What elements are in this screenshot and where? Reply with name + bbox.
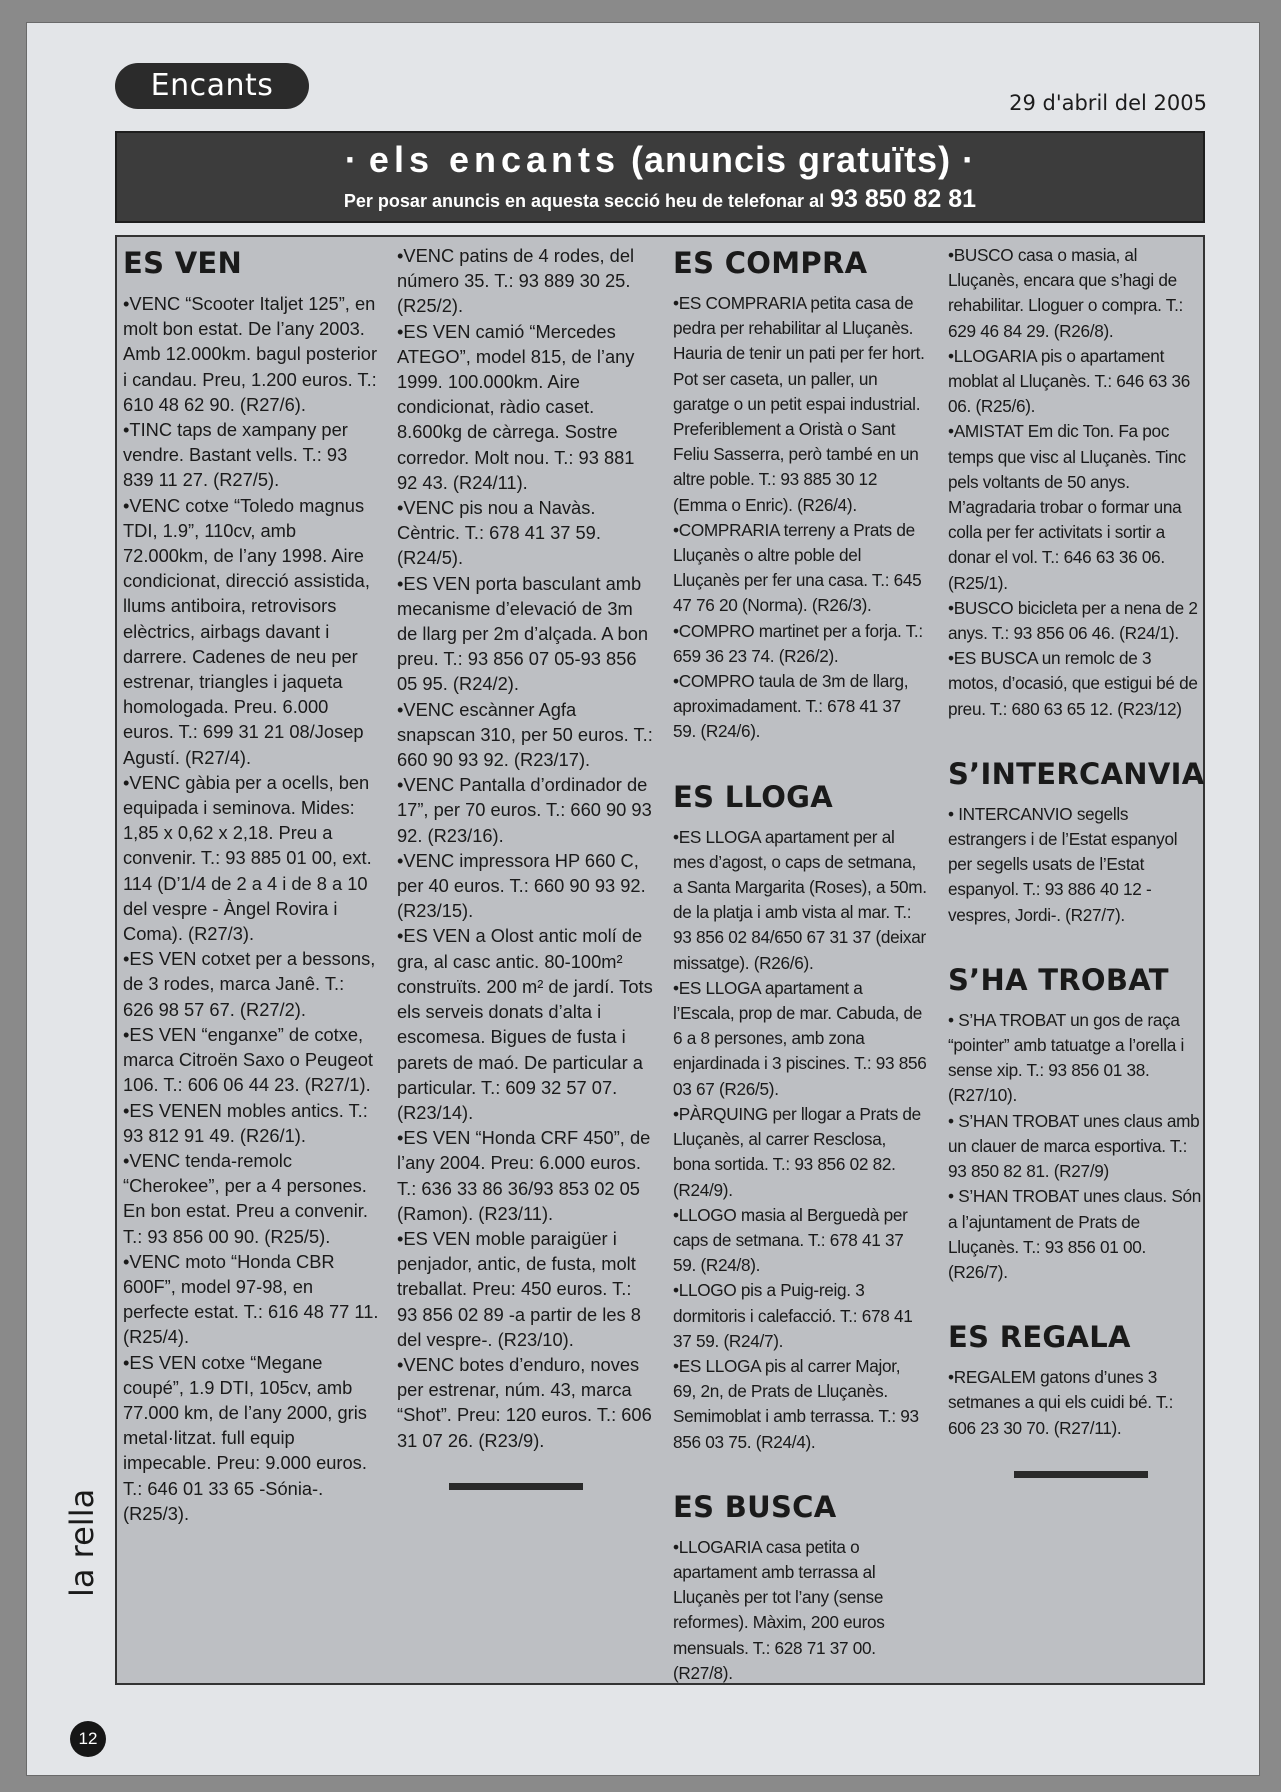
classified-ad: •COMPRARIA terreny a Prats de Lluçanès o altre poble del Lluçanès per fer una casa. T.: 645 47 76 20 (Norma). (R26/3). [673, 519, 922, 616]
classified-ad: •ES VEN camió “Mercedes ATEGO”, model 815, de l’any 1999. 100.000km. Aire condicionat, ràdio caset. 8.600kg de càrrega. Sostre corredor. Molt nou. T.: 93 881 92 43. (R24/11). [397, 320, 635, 493]
column-divider-bar [449, 1483, 583, 1490]
column-2 [397, 243, 653, 1490]
classified-ad: •ES VEN a Olost antic molí de gra, al casc antic. 80-100m² construïts. 200 m² de jardí. Tots els serveis donats d’alta i escomesa. Bigues de fusta i parets de maó. De particular a particular. T.: 609 32 57 07. (R23/14). [397, 925, 653, 1123]
classified-ad: •LLOGARIA casa petita o apartament amb terrassa al Lluçanès per tot l’any (sense reformes). Màxim, 200 euros mensuals. T.: 628 71 37 00. (R27/8). [673, 1536, 885, 1683]
heading-es-ven: ES VEN [123, 246, 243, 280]
banner [115, 131, 1205, 223]
es-lloga-list [673, 825, 927, 1455]
banner-title [117, 139, 1203, 181]
classified-ad: •VENC impressora HP 660 C, per 40 euros. T.: 660 90 93 92. (R23/15). [397, 849, 646, 922]
classified-ad: •COMPRO taula de 3m de llarg, aproximadament. T.: 678 41 37 59. (R24/6). [673, 671, 909, 742]
column-3 [673, 243, 927, 1686]
heading-es-lloga: ES LLOGA [673, 779, 834, 814]
column-1 [123, 243, 379, 1526]
classified-ad: •LLOGARIA pis o apartament moblat al Lluçanès. T.: 646 63 36 06. (R25/6). [948, 345, 1191, 417]
heading-es-regala: ES REGALA [948, 1320, 1131, 1355]
heading-s-ha-trobat: S’HA TROBAT [948, 962, 1169, 997]
banner-subtitle [117, 185, 1203, 214]
classified-ad: •ES VEN porta basculant amb mecanisme d’elevació de 3m de llarg per 2m d’alçada. A bon preu. T.: 93 856 07 05-93 856 05 95. (R24/2). [397, 572, 649, 695]
es-ven-list [123, 291, 379, 1526]
classified-ad: •VENC gàbia per a ocells, ben equipada i seminova. Mides: 1,85 x 0,62 x 2,18. Preu a convenir. T.: 93 885 01 00, ext. 114 (D’1/4 de 2 a 4 i de 8 a 10 del vespre - Àngel Rovira i Coma). (R27/3). [123, 771, 372, 945]
classified-ad: •VENC botes d’enduro, noves per estrenar, núm. 43, marca “Shot”. Preu: 120 euros. T.: 606 31 07 26. (R23/9). [397, 1353, 652, 1451]
classified-ad: • S’HAN TROBAT unes claus amb un clauer de marca esportiva. T.: 93 850 82 81. (R27/9) [948, 1110, 1200, 1182]
classified-ad: •ES COMPRARIA petita casa de pedra per rehabilitar al Lluçanès. Hauria de tenir un pati per fer hort. Pot ser caseta, un paller, un garatge o un petit espai industrial. Preferiblement a Oristà o Sant Feliu Sasserra, però també en un altre poble. T.: 93 885 30 12 (Emma o Enric). (R26/4). [673, 293, 925, 515]
classified-ad: •BUSCO bicicleta per a nena de 2 anys. T.: 93 856 06 46. (R24/1). [948, 597, 1198, 644]
classified-ad: •ES VENEN mobles antics. T.: 93 812 91 49. (R26/1). [123, 1099, 368, 1146]
classified-ad: •VENC tenda-remolc “Cherokee”, per a 4 persones. En bon estat. Preu a convenir. T.: 93 856 00 90. (R25/5). [123, 1149, 368, 1247]
issue-date: 29 d'abril del 2005 [1009, 91, 1207, 115]
classified-ad: • S’HAN TROBAT unes claus. Són a l’ajuntament de Prats de Lluçanès. T.: 93 856 01 00. (R26/7). [948, 1186, 1202, 1282]
classified-ad: •VENC moto “Honda CBR 600F”, model 97-98, en perfecte estat. T.: 616 48 77 11. (R25/4). [123, 1250, 379, 1348]
section-tab: Encants [115, 63, 309, 109]
classified-ad: •VENC escànner Agfa snapscan 310, per 50 euros. T.: 660 90 93 92. (R23/17). [397, 698, 653, 771]
banner-subtitle-text: Per posar anuncis en aquesta secció heu de telefonar al [343, 191, 825, 211]
classified-ad: • INTERCANVIO segells estrangers i de l’Estat espanyol per segells usats de l’Estat espanyol. T.: 93 886 40 12 -vespres, Jordi-. (R27/7). [948, 803, 1178, 925]
classified-ad: •VENC pis nou a Navàs. Cèntric. T.: 678 41 37 59. (R24/5). [397, 497, 601, 569]
classified-ad: •ES VEN “Honda CRF 450”, de l’any 2004. Preu: 6.000 euros. T.: 636 33 86 36/93 853 02 05 (Ramon). (R23/11). [397, 1127, 651, 1224]
banner-title-rest: (anuncis gratuïts) · [620, 139, 976, 180]
classified-ad: •VENC cotxe “Toledo magnus TDI, 1.9”, 110cv, amb 72.000km, de l’any 1998. Aire condicionat, direcció assistida, llums antiboira, retrovisors elèctrics, airbags davant i darrere. Cadenes de neu per estrenar, triangles i jaqueta homologada. Preu. 6.000 euros. T.: 699 31 21 08/Josep Agustí. (R27/4). [123, 494, 370, 768]
classified-ad: •PÀRQUING per llogar a Prats de Lluçanès, al carrer Resclosa, bona sortida. T.: 93 856 02 82. (R24/9). [673, 1103, 921, 1200]
page: Encants 29 d'abril del 2005 · els encants (anuncis gratuïts) · Per posar anuncis en aquesta secció heu de telefonar al 93 850 82 81 ES VEN •VENC “Scooter Italjet 125”, en molt bon estat. De l’any 2003. Amb 12.000km. bagul posterior i candau. Preu, 1.200 euros. T.: 610 48 62 90. (R27/6). •TINC taps de xampany per vendre. Bastant vells. T.: 93 839 11 27. (R27/5). •VENC cotxe “Toledo magnus TDI, 1.9”, 110cv, amb 72.000km, de l’any 1998. Aire condicionat, direcció assistida, llums antiboira, retrovisors elèctrics, airbags davant i darrere. Cadenes de neu per estrenar, triangles i jaqueta homologada. Preu. 6.000 euros. T.: 699 31 21 08/Josep Agustí. (R27/4). •VENC gàbia per a ocells, ben equipada i seminova. Mides: 1,85 x 0,62 x 2,18. Preu a convenir. T.: 93 885 01 00, ext. 114 (D’1/4 de 2 a 4 i de 8 a 10 del vespre - Àngel Rovira i Coma). (R27/3). •ES VEN cotxet per a bessons, de 3 rodes, marca Janê. T.: 626 98 57 67. (R27/2). •ES VEN “enganxe” de cotxe, marca Citroën Saxo o Peugeot 106. T.: 606 06 44 23. (R27/1). •ES VENEN mobles antics. T.: 93 812 91 49. (R26/1). •VENC tenda-remolc “Cherokee”, per a 4 persones. En bon estat. Preu a convenir. T.: 93 856 00 90. (R25/5). •VENC moto “Honda CBR 600F”, model 97-98, en perfecte estat. T.: 616 48 77 11. (R25/4). •ES VEN cotxe “Megane coupé”, 1.9 DTI, 105cv, amb 77.000 km, de l’any 2000, gris metal·litzat. full equip impecable. Preu: 9.000 euros. T.: 646 01 33 65 -Sónia-. (R25/3). •VENC patins de 4 rodes, del número 35. T.: 93 889 30 25. (R25/2). •ES VEN camió “Mercedes ATEGO”, model 815, de l’any 1999. 100.000km. Aire condicionat, ràdio caset. 8.600kg de càrrega. Sostre corredor. Molt nou. T.: 93 881 92 43. (R24/11). •VENC pis nou a Navàs. Cèntric. T.: 678 41 37 59. (R24/5). •ES VEN porta basculant amb mecanisme d’elevació de 3m de llarg per 2m d’alçada. A bon preu. T.: 93 856 07 05-93 856 05 95. (R24/2). •VENC escànner Agfa snapscan 310, per 50 euros. T.: 660 90 93 92. (R23/17). •VENC Pantalla d’ordinador de 17”, per 70 euros. T.: 660 90 93 92. (R23/16). •VENC impressora HP 660 C, per 40 euros. T.: 660 90 93 92. (R23/15). •ES VEN a Olost antic molí de gra, al casc antic. 80-100m² construïts. 200 m² de jardí. Tots els serveis donats d’alta i escomesa. Bigues de fusta i parets de maó. De particular a particular. T.: 609 32 57 07. (R23/14). •ES VEN “Honda CRF 450”, de l’any 2004. Preu: 6.000 euros. T.: 636 33 86 36/93 853 02 05 (Ramon). (R23/11). •ES VEN moble paraigüer i penjador, antic, de fusta, molt treballat. Preu: 450 euros. T.: 93 856 02 89 -a partir de les 8 del vespre-. (R23/10). •VENC botes d’enduro, noves per estrenar, núm. 43, marca “Shot”. Preu: 120 euros. T.: 606 31 07 26. (R23/9). ES COMPRA •ES COMPRARIA petita casa de pedra per rehabilitar al Lluçanès. Hauria de tenir un pati per fer hort. Pot ser caseta, un paller, un garatge o un petit espai industrial. Preferiblement a Oristà o Sant Feliu Sasserra, però també en un altre poble. T.: 93 885 30 12 (Emma o Enric). (R26/4). •COMPRARIA terreny a Prats de Lluçanès o altre poble del Lluçanès per fer una casa. T.: 645 47 76 20 (Norma). (R26/3). •COMPRO martinet per a forja. T.: 659 36 23 74. (R26/2). •COMPRO taula de 3m de llarg, aproximadament. T.: 678 41 37 59. (R24/6). ES LLOGA •ES LLOGA apartament per al mes d’agost, o caps de setmana, a Santa Margarita (Roses), a 50m. de la platja i amb vista al mar. T.: 93 856 02 84/650 67 31 37 (deixar missatge). (R26/6). •ES LLOGA apartament a l’Escala, prop de mar. Cabuda, de 6 a 8 persones, amb zona enjardinada i 3 piscines. T.: 93 856 03 67 (R26/5). •PÀRQUING per llogar a Prats de Lluçanès, al carrer Resclosa, bona sortida. T.: 93 856 02 82. (R24/9). •LLOGO masia al Berguedà per caps de setmana. T.: 678 41 37 59. (R24/8). •LLOGO pis a Puig-reig. 3 dormitoris i calefacció. T.: 678 41 37 59. (R24/7). •ES LLOGA pis al carrer Major, 69, 2n, de Prats de Lluçanès. Semimoblat i amb terrassa. T.: 93 856 03 75. (R24/4). ES BUSCA •LLOGARIA casa petita o apartament amb terrassa al Lluçanès per tot l’any (sense reformes). Màxim, 200 euros mensuals. T.: 628 71 37 00. (R27/8). •BUSCO casa o masia, al Lluçanès, encara que s’hagi de rehabilitar. Lloguer o compra. T.: 629 46 84 29. (R26/8). •LLOGARIA pis o apartament moblat al Lluçanès. T.: 646 63 36 06. (R25/6). •AMISTAT Em dic Ton. Fa poc temps que visc al Lluçanès. Tinc pels voltants de 50 anys. M’agradaria trobar o formar una colla per fer activitats i sortir a donar el vol. T.: 646 63 36 06. (R25/1). •BUSCO bicicleta per a nena de 2 anys. T.: 93 856 06 46. (R24/1). •ES BUSCA un remolc de 3 motos, d’ocasió, que estigui bé de preu. T.: 680 63 65 12. (R23/12) S’INTERCANVIA • INTERCANVIO segells estrangers i de l’Estat espanyol per segells usats de l’Estat espanyol. T.: 93 886 40 12 -vespres, Jordi-. (R27/7). S’HA TROBAT • S’HA TROBAT un gos de raça “pointer” amb tatuatge a l’orella i sense xip. T.: 93 856 01 38. (R27/10). • S’HAN TROBAT unes claus amb un clauer de marca esportiva. T.: 93 850 82 81. (R27/9) • S’HAN TROBAT unes claus. Són a l’ajuntament de Prats de Lluçanès. T.: 93 856 01 00. (R26/7). ES REGALA •REGALEM gatons d’unes 3 setmanes a qui els cuidi bé. T.: 606 23 30 70. (R27/11). la rella 12 [26, 22, 1260, 1776]
banner-title-spaced: els encants [368, 139, 621, 180]
classified-ad: •ES VEN moble paraigüer i penjador, antic, de fusta, molt treballat. Preu: 450 euros. T.: 93 856 02 89 -a partir de les 8 del vespre-. (R23/10). [397, 1227, 641, 1350]
es-busca-list-first [673, 1535, 927, 1686]
classified-ad: •TINC taps de xampany per vendre. Bastant vells. T.: 93 839 11 27. (R27/5). [123, 419, 348, 491]
classified-ad: •VENC “Scooter Italjet 125”, en molt bon estat. De l’any 2003. Amb 12.000km. bagul posterior i candau. Preu, 1.200 euros. T.: 610 48 62 90. (R27/6). [123, 293, 378, 415]
es-compra-list [673, 291, 927, 745]
classified-ad: •VENC Pantalla d’ordinador de 17”, per 70 euros. T.: 660 90 93 92. (R23/16). [397, 774, 652, 846]
classified-ad: •LLOGO masia al Berguedà per caps de setmana. T.: 678 41 37 59. (R24/8). [673, 1204, 908, 1276]
classified-ad: •VENC patins de 4 rodes, del número 35. T.: 93 889 30 25. (R25/2). [397, 245, 635, 317]
page-number: 12 [70, 1721, 106, 1757]
classified-ad: •BUSCO casa o masia, al Lluçanès, encara que s’hagi de rehabilitar. Lloguer o compra. T.: 629 46 84 29. (R26/8). [948, 245, 1184, 341]
classified-ad: •ES LLOGA apartament a l’Escala, prop de mar. Cabuda, de 6 a 8 persones, amb zona enjardinada i 3 piscines. T.: 93 856 03 67 (R26/5). [673, 977, 927, 1099]
classified-ad: •REGALEM gatons d’unes 3 setmanes a qui els cuidi bé. T.: 606 23 30 70. (R27/11). [948, 1367, 1174, 1438]
heading-es-compra: ES COMPRA [673, 246, 868, 280]
s-intercanvia-list [948, 802, 1204, 928]
es-busca-list-rest [948, 243, 1204, 722]
classified-ad: •ES LLOGA pis al carrer Major, 69, 2n, de Prats de Lluçanès. Semimoblat i amb terrassa. T.: 93 856 03 75. (R24/4). [673, 1355, 919, 1452]
classifieds-box [115, 235, 1205, 1685]
s-ha-trobat-list [948, 1008, 1204, 1285]
classified-ad: •ES BUSCA un remolc de 3 motos, d’ocasió, que estigui bé de preu. T.: 680 63 65 12. (R23/12) [948, 648, 1198, 719]
heading-es-busca: ES BUSCA [673, 1489, 837, 1524]
classified-ad: •LLOGO pis a Puig-reig. 3 dormitoris i calefacció. T.: 678 41 37 59. (R24/7). [673, 1280, 913, 1351]
classified-ad: •ES VEN “enganxe” de cotxe, marca Citroën Saxo o Peugeot 106. T.: 606 06 44 23. (R27/1). [123, 1023, 373, 1096]
classified-ad: •ES VEN cotxe “Megane coupé”, 1.9 DTI, 105cv, amb 77.000 km, de l’any 2000, gris metal·litzat. full equip impecable. Preu: 9.000 euros. T.: 646 01 33 65 -Sónia-. (R25/3). [123, 1351, 367, 1524]
column-4 [948, 243, 1204, 1478]
banner-title-prefix: · [344, 139, 369, 180]
classified-ad: •AMISTAT Em dic Ton. Fa poc temps que visc al Lluçanès. Tinc pels voltants de 50 anys. M’agradaria trobar o formar una colla per fer activitats i sortir a donar el vol. T.: 646 63 36 06. (R25/1). [948, 421, 1186, 593]
classified-ad: •COMPRO martinet per a forja. T.: 659 36 23 74. (R26/2). [673, 620, 923, 666]
column-divider-bar [1014, 1471, 1148, 1478]
es-regala-list [948, 1365, 1204, 1441]
banner-phone: 93 850 82 81 [830, 185, 977, 213]
heading-s-intercanvia: S’INTERCANVIA [948, 756, 1205, 791]
es-ven-cont-list [397, 243, 653, 1453]
classified-ad: •ES LLOGA apartament per al mes d’agost, o caps de setmana, a Santa Margarita (Roses), a 50m. de la platja i amb vista al mar. T.: 93 856 02 84/650 67 31 37 (deixar missatge). (R26/6). [673, 826, 927, 973]
classified-ad: •ES VEN cotxet per a bessons, de 3 rodes, marca Janê. T.: 626 98 57 67. (R27/2). [123, 948, 376, 1020]
classified-ad: • S’HA TROBAT un gos de raça “pointer” amb tatuatge a l’orella i sense xip. T.: 93 856 01 38. (R27/10). [948, 1009, 1184, 1106]
